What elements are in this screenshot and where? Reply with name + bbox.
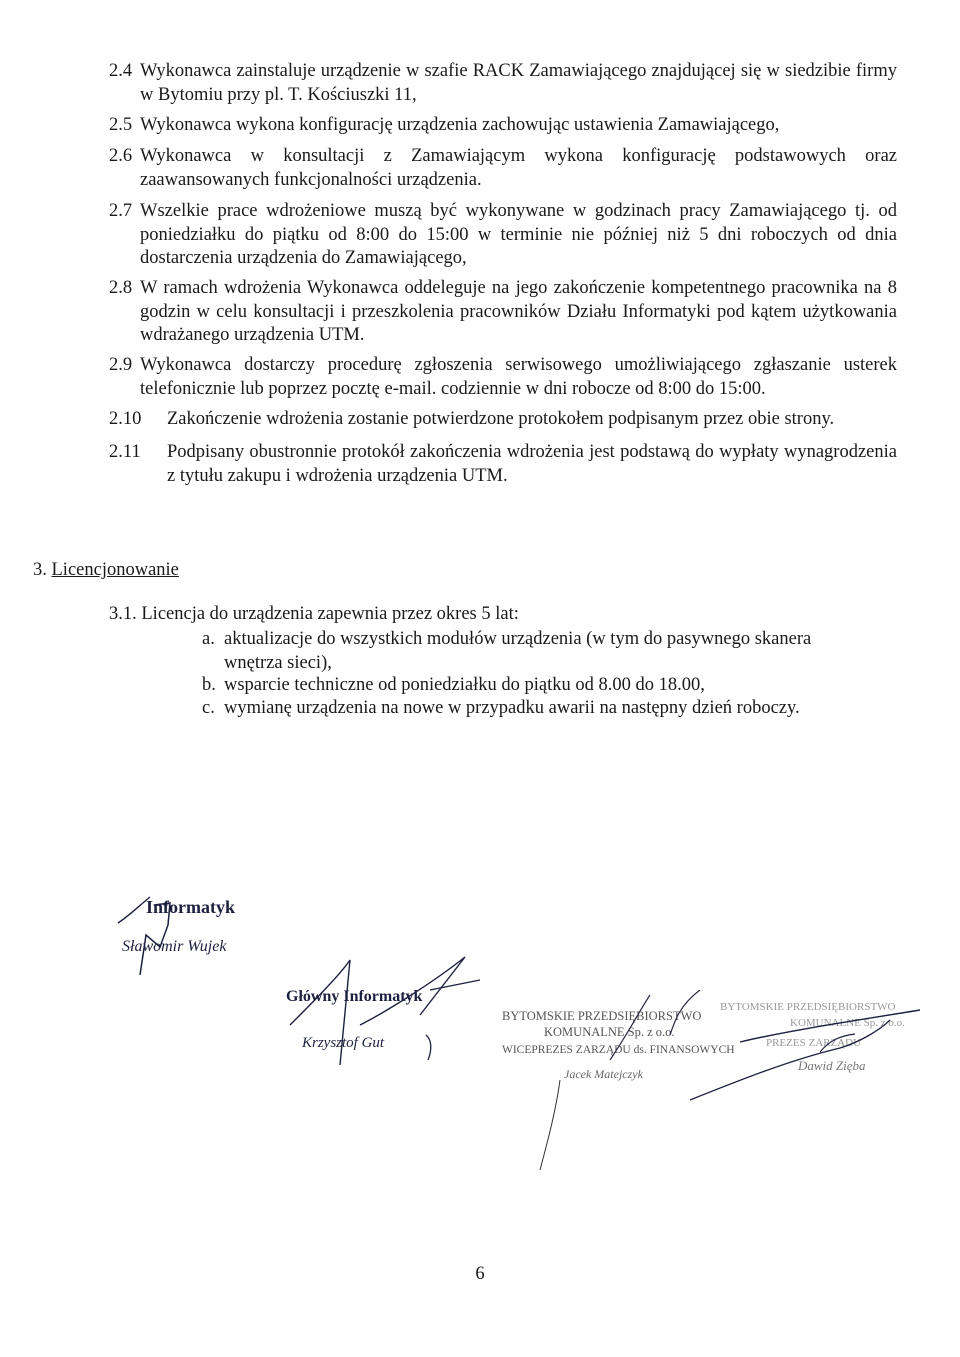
section-title: Licencjonowanie <box>51 560 179 580</box>
item-number: 2.10 <box>109 409 142 429</box>
stamp-line: BYTOMSKIE PRZEDSIĘBIORSTWO <box>720 1001 896 1013</box>
item-number: 2.9 <box>109 355 133 375</box>
signature-stamp-prezes <box>680 990 940 1110</box>
list-item <box>109 60 897 107</box>
item-text: Zakończenie wdrożenia zostanie potwierdzone protokołem podpisanym przez obie strony. <box>167 409 835 429</box>
item-text: Wykonawca wykona konfigurację urządzenia zachowując ustawienia Zamawiającego, <box>140 115 780 135</box>
stamp-role: Główny Informatyk <box>286 988 423 1005</box>
stamp-line: PREZES ZARZĄDU <box>766 1037 862 1049</box>
stamp-role: Informatyk <box>146 897 235 917</box>
stamp-line: BYTOMSKIE PRZEDSIĘBIORSTWO <box>502 1009 702 1023</box>
item-number: 2.7 <box>109 201 133 221</box>
item-number: 2.6 <box>109 146 133 166</box>
sublist-letter: c. <box>202 698 215 718</box>
page-number: 6 <box>475 1264 485 1284</box>
list-item <box>109 441 897 488</box>
item-text: Wykonawca zainstaluje urządzenie w szafie RACK Zamawiającego znajdującej się w siedzibie firmy w Bytomiu przy pl. T. Kościuszki 11, <box>140 61 897 105</box>
list-item <box>109 200 897 271</box>
stamp-name: Krzysztof Gut <box>302 1035 385 1051</box>
subsection <box>109 604 519 625</box>
item-text: Podpisany obustronnie protokół zakończenia wdrożenia jest podstawą do wypłaty wynagrodzenia z tytułu zakupu i wdrożenia urządzenia UTM. <box>167 442 897 486</box>
item-text: Wykonawca w konsultacji z Zamawiającym wykona konfigurację podstawowych oraz zaawansowanych funkcjonalności urządzenia. <box>140 146 897 190</box>
item-text: Wykonawca dostarczy procedurę zgłoszenia serwisowego umożliwiającego zgłaszanie usterek telefonicznie lub poprzez pocztę e-mail. codziennie w dni robocze od 8:00 do 15:00. <box>140 355 897 399</box>
sublist-item <box>202 674 864 698</box>
sublist-letter: a. <box>202 629 215 649</box>
subsection-text: Licencja do urządzenia zapewnia przez okres 5 lat: <box>141 604 519 624</box>
sublist-item <box>202 697 864 721</box>
stamp-name: Jacek Matejczyk <box>564 1067 643 1081</box>
list-item <box>109 114 897 138</box>
item-number: 2.5 <box>109 115 133 135</box>
handwritten-signature <box>110 885 270 995</box>
stamp-line: KOMUNALNE Sp. z o.o. <box>544 1025 675 1039</box>
list-item <box>109 408 897 432</box>
sublist-text: wymianę urządzenia na nowe w przypadku awarii na następny dzień roboczy. <box>224 698 800 718</box>
stamp-name: Sławomir Wujek <box>122 938 227 955</box>
item-number: 2.11 <box>109 442 141 462</box>
sublist-text: aktualizacje do wszystkich modułów urządzenia (w tym do pasywnego skanera wnętrza sieci), <box>224 629 812 673</box>
sublist-letter: b. <box>202 675 216 695</box>
list-item <box>109 277 897 348</box>
section-heading <box>33 560 179 581</box>
signature-stamp-glowny-informatyk <box>280 955 490 1075</box>
item-number: 2.8 <box>109 278 133 298</box>
sublist-text: wsparcie techniczne od poniedziałku do piątku od 8.00 do 18.00, <box>224 675 705 695</box>
list-item <box>109 354 897 401</box>
item-text: W ramach wdrożenia Wykonawca oddeleguje na jego zakończenie kompetentnego pracownika na 8 godzin w celu konsultacji i przeszkolenia pracowników Działu Informatyki pod kątem użytkowania wdrażanego urządzenia UTM. <box>140 278 897 345</box>
stamp-name: Dawid Zięba <box>798 1058 866 1073</box>
subsection-number: 3.1. <box>109 604 137 624</box>
signature-stamp-informatyk <box>110 885 270 995</box>
handwritten-signature <box>280 955 490 1075</box>
stamp-line: KOMUNALNE Sp. z o.o. <box>790 1017 905 1029</box>
stamp-line: WICEPREZES ZARZĄDU ds. FINANSOWYCH <box>502 1044 735 1056</box>
sublist-item <box>202 628 864 675</box>
section-number: 3. <box>33 560 47 580</box>
item-text: Wszelkie prace wdrożeniowe muszą być wykonywane w godzinach pracy Zamawiającego tj. od poniedziałku do piątku od 8:00 do 15:00 w terminie nie później niż 5 dni roboczych od dnia dostarczenia urządzenia do Zamawiającego, <box>140 201 897 268</box>
list-item <box>109 145 897 192</box>
stamp-and-signature <box>680 990 940 1110</box>
item-number: 2.4 <box>109 61 133 81</box>
